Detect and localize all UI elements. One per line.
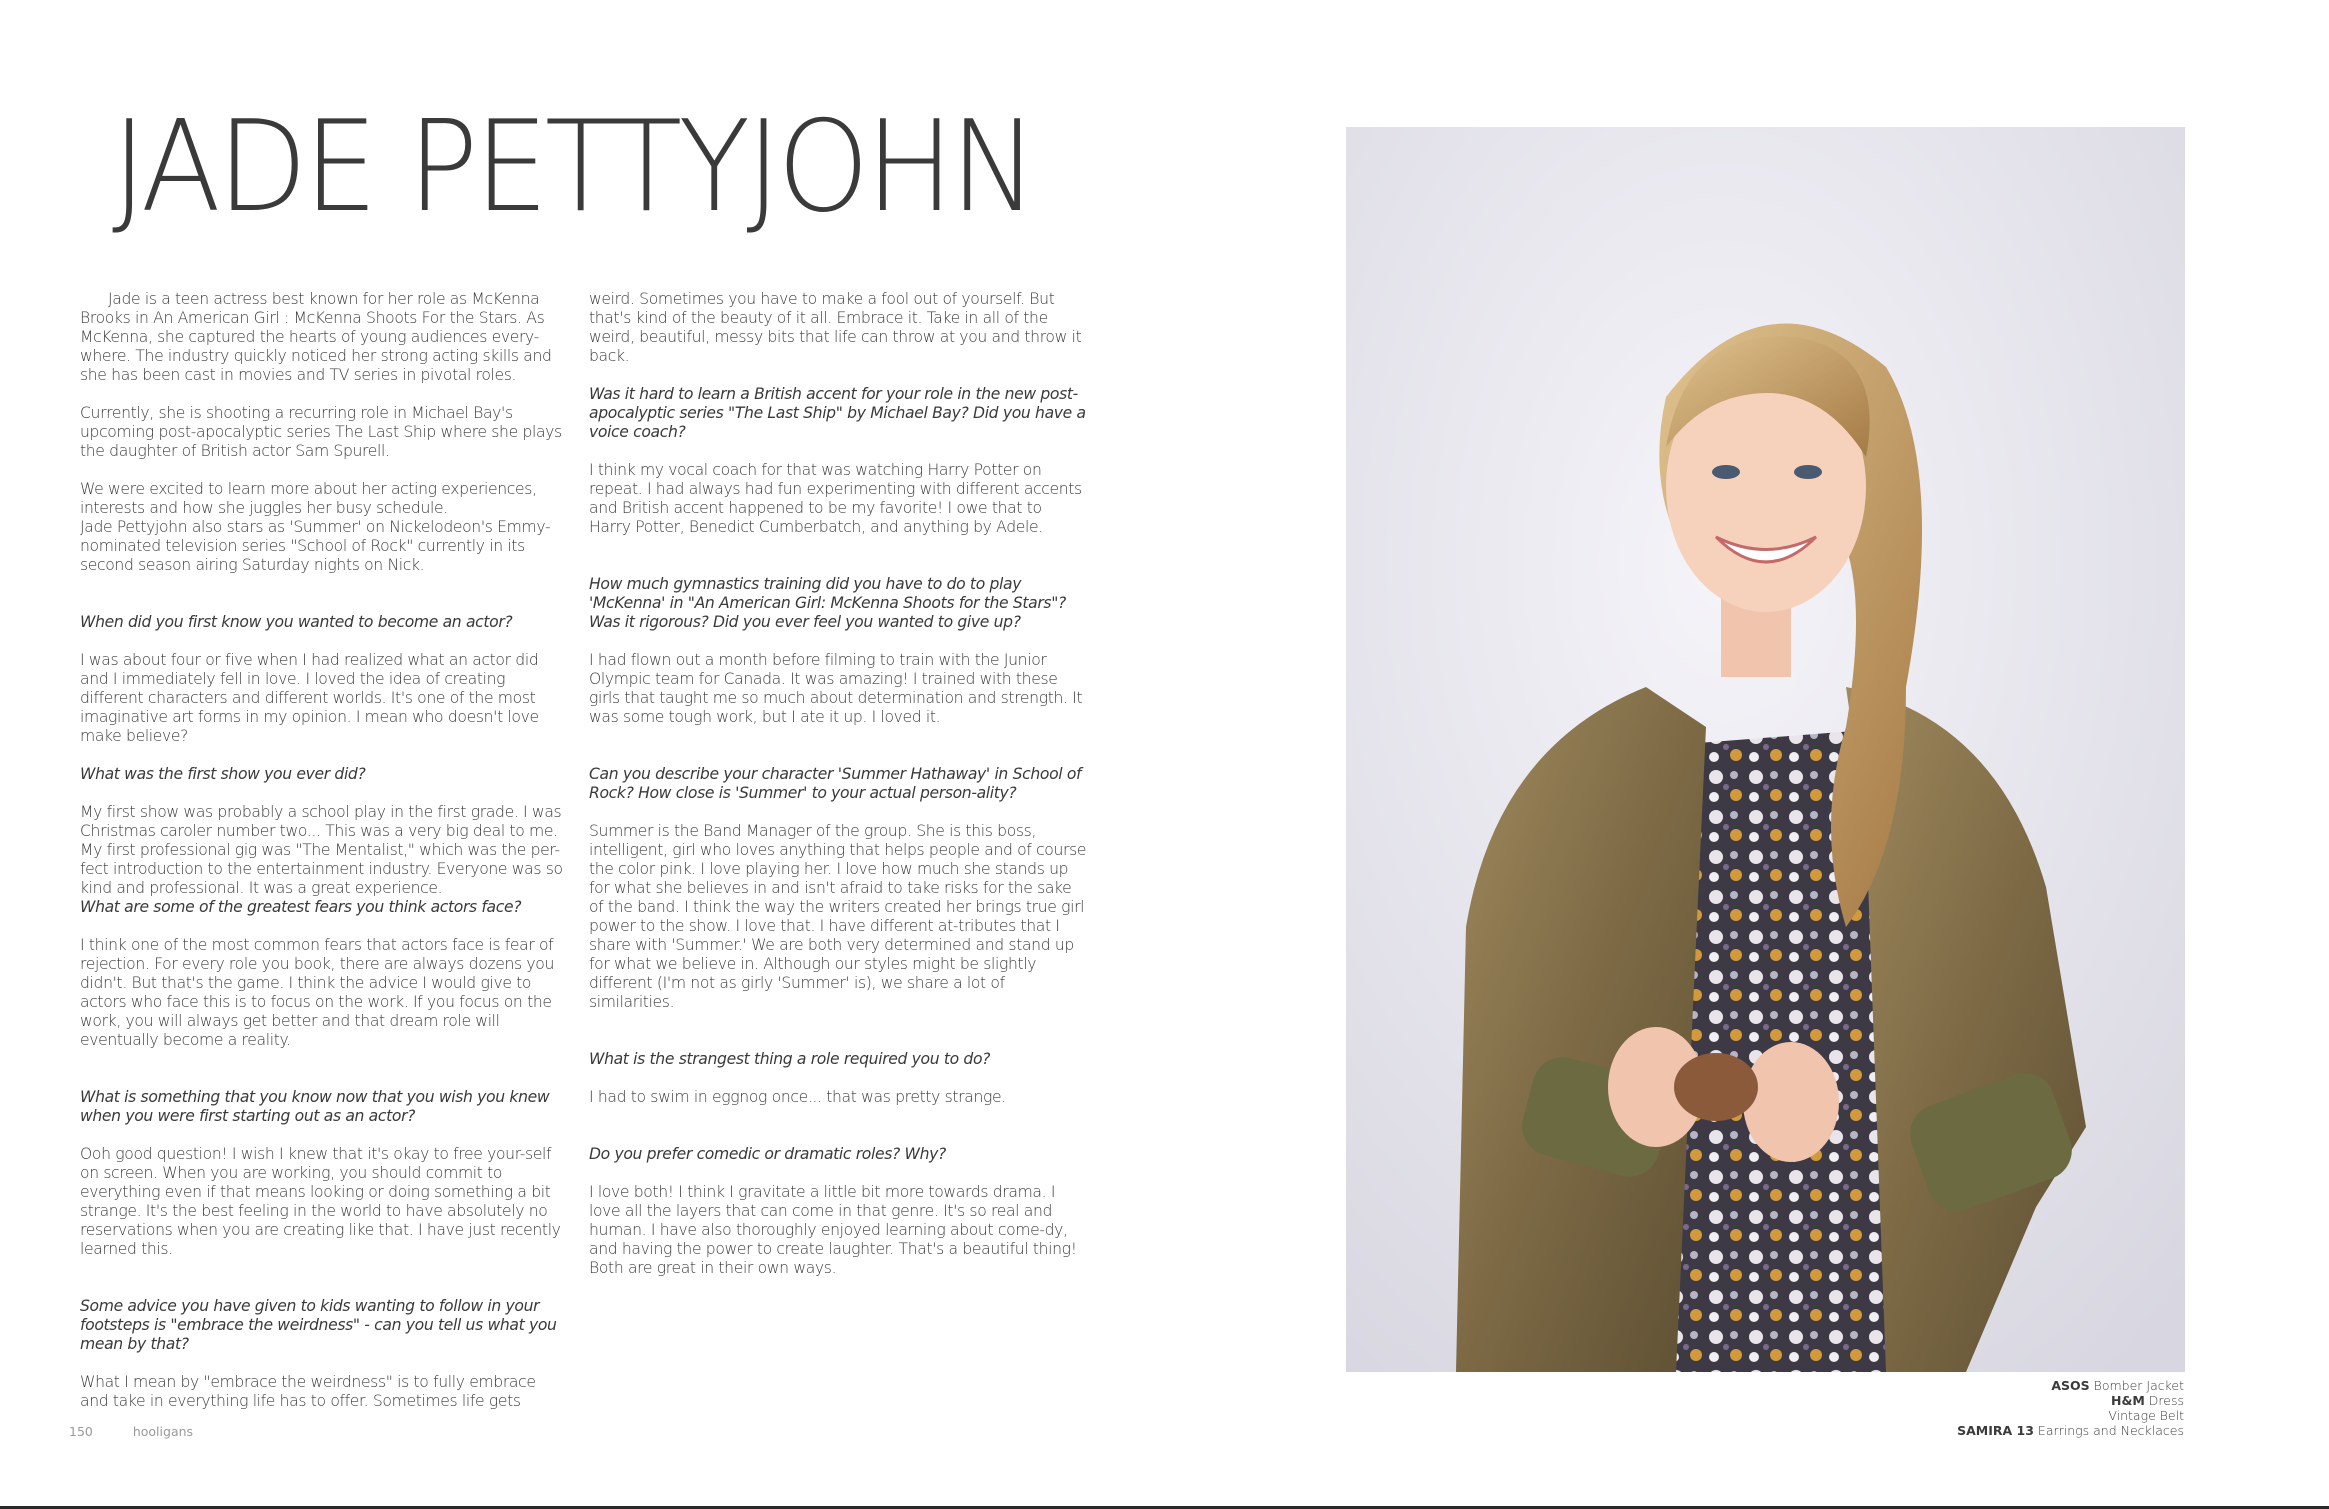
- paragraph: I was about four or five when I had realized what an actor did and I immediately fell in love. I loved the idea of creating different characters and different worlds. It's one of the most imaginative art forms in my opinion. I mean who doesn't love make believe?: [80, 651, 539, 745]
- paragraph-spacer: [80, 784, 566, 803]
- interview-question: Some advice you have given to kids wanting to follow in your footsteps is "embrace the weirdness" - can you tell us what you mean by that?: [80, 1297, 557, 1353]
- paragraph-spacer: [589, 803, 1087, 822]
- paragraph: I had to swim in eggnog once... that was pretty strange.: [589, 1088, 1006, 1106]
- paragraph-spacer: [80, 385, 566, 404]
- credit-item: Vintage Belt: [2108, 1408, 2184, 1423]
- paragraph-spacer: [80, 1259, 566, 1297]
- credit-line: [1957, 1408, 2184, 1423]
- paragraph: I think one of the most common fears that actors face is fear of rejection. For every role you book, there are always dozens you didn't. But that's the game. I think the advice I would give to actors who face this is to focus on the work. If you focus on the work, you will always get better and that dream role will eventually become a reality.: [80, 936, 554, 1049]
- paragraph: Summer is the Band Manager of the group. She is this boss, intelligent, girl who loves anything that helps people and of course the color pink. I love playing her. I love how much she stands up for what she believes in and isn't afraid to take risks for the sake of the band. I think the way the writers created her brings true girl power to the show. I love that. I have different at-tributes that I share with 'Summer.' We are both very determined and stand up for what we believe in. Although our styles might be slightly different (I'm not as girly 'Summer' is), we share a lot of similarities.: [589, 822, 1087, 1011]
- page-number: 150: [69, 1424, 93, 1439]
- interview-question: Can you describe your character 'Summer Hathaway' in School of Rock? How close is 'Summer' to your actual person-ality?: [589, 765, 1082, 802]
- interview-question: What is something that you know now that you wish you knew when you were first starting out as an actor?: [80, 1088, 550, 1125]
- wardrobe-credits: [1957, 1378, 2184, 1438]
- paragraph-spacer: [80, 632, 566, 651]
- paragraph: My first show was probably a school play in the first grade. I was Christmas caroler number two... This was a very big deal to me. My first professional gig was "The Mentalist," which was the per-fect introduction to the entertainment industry. Everyone was so kind and professional. It was a great experience.: [80, 803, 563, 897]
- page-footer: [69, 1424, 229, 1439]
- paragraph: I had flown out a month before filming to train with the Junior Olympic team for Canada. It was amazing! I trained with these girls that taught me so much about determination and strength. It was some tough work, but I ate it up. I loved it.: [589, 651, 1083, 726]
- paragraph-spacer: [80, 461, 566, 480]
- paragraph: We were excited to learn more about her acting experiences, interests and how she juggles her busy schedule.: [80, 480, 537, 517]
- article-title: JADE PETTYJOHN: [112, 93, 1035, 240]
- paragraph: Jade Pettyjohn also stars as 'Summer' on Nickelodeon's Emmy-nominated television series "School of Rock" currently in its second season airing Saturday nights on Nick.: [80, 518, 551, 574]
- interview-question: What are some of the greatest fears you think actors face?: [80, 898, 522, 916]
- credit-item: Dress: [2148, 1393, 2184, 1408]
- portrait-illustration: [1346, 127, 2185, 1372]
- credit-line: [1957, 1378, 2184, 1393]
- paragraph: Jade is a teen actress best known for her role as McKenna Brooks in An American Girl : McKenna Shoots For the Stars. As McKenna, she captured the hearts of young audiences every-where. The industry quickly noticed her strong acting skills and she has been cast in movies and TV series in pivotal roles.: [80, 290, 552, 384]
- paragraph: What I mean by "embrace the weirdness" is to fully embrace and take in everything life has to offer. Sometimes life gets: [80, 1373, 536, 1410]
- portrait-photo: [1346, 127, 2185, 1372]
- interview-question: What was the first show you ever did?: [80, 765, 366, 783]
- paragraph-spacer: [80, 1354, 566, 1373]
- paragraph-spacer: [589, 1069, 1087, 1088]
- credit-brand: ASOS: [2051, 1378, 2090, 1393]
- paragraph-spacer: [589, 1107, 1087, 1145]
- paragraph-spacer: [80, 575, 566, 613]
- credit-item: Earrings and Necklaces: [2037, 1423, 2184, 1438]
- paragraph-spacer: [80, 746, 566, 765]
- right-text-column: [589, 290, 1087, 1278]
- paragraph: weird. Sometimes you have to make a fool out of yourself. But that's kind of the beauty of it all. Embrace it. Take in all of the weird, beautiful, messy bits that life can throw at you and throw it back.: [589, 290, 1082, 365]
- paragraph-spacer: [589, 366, 1087, 385]
- credit-line: [1957, 1393, 2184, 1408]
- paragraph-spacer: [589, 1164, 1087, 1183]
- paragraph: Ooh good question! I wish I knew that it's okay to free your-self on screen. When you are working, you should commit to everything even if that means looking or doing something a bit strange. It's the best feeling in the world to have absolutely no reservations when you are creating like that. I have just recently learned this.: [80, 1145, 561, 1258]
- paragraph-spacer: [589, 727, 1087, 765]
- interview-question: Was it hard to learn a British accent for your role in the new post-apocalyptic series "The Last Ship" by Michael Bay? Did you have a voice coach?: [589, 385, 1086, 441]
- paragraph-spacer: [589, 1012, 1087, 1050]
- paragraph-spacer: [589, 537, 1087, 575]
- magazine-name: hooligans: [132, 1424, 194, 1439]
- paragraph: I love both! I think I gravitate a little bit more towards drama. I love all the layers that can come in that genre. It's so real and human. I have also thoroughly enjoyed learning about come-dy, and having the power to create laughter. That's a beautiful thing! Both are great in their own ways.: [589, 1183, 1077, 1277]
- paragraph-spacer: [589, 442, 1087, 461]
- left-text-column: [80, 290, 566, 1411]
- paragraph-spacer: [80, 1126, 566, 1145]
- credit-brand: SAMIRA 13: [1957, 1423, 2034, 1438]
- interview-question: When did you first know you wanted to become an actor?: [80, 613, 513, 631]
- interview-question: How much gymnastics training did you have to do to play 'McKenna' in "An American Girl: McKenna Shoots for the Stars"? Was it rigorous? Did you ever feel you wanted to give up?: [589, 575, 1066, 631]
- paragraph: Currently, she is shooting a recurring role in Michael Bay's upcoming post-apocalyptic series The Last Ship where she plays the daughter of British actor Sam Spurell.: [80, 404, 562, 460]
- credit-line: [1957, 1423, 2184, 1438]
- credit-brand: H&M: [2110, 1393, 2145, 1408]
- paragraph: I think my vocal coach for that was watching Harry Potter on repeat. I had always had fun experimenting with different accents and British accent happened to be my favorite! I owe that to Harry Potter, Benedict Cumberbatch, and anything by Adele.: [589, 461, 1082, 536]
- paragraph-spacer: [589, 632, 1087, 651]
- paragraph-spacer: [80, 917, 566, 936]
- interview-question: Do you prefer comedic or dramatic roles? Why?: [589, 1145, 946, 1163]
- credit-item: Bomber Jacket: [2093, 1378, 2184, 1393]
- paragraph-spacer: [80, 1050, 566, 1088]
- interview-question: What is the strangest thing a role required you to do?: [589, 1050, 991, 1068]
